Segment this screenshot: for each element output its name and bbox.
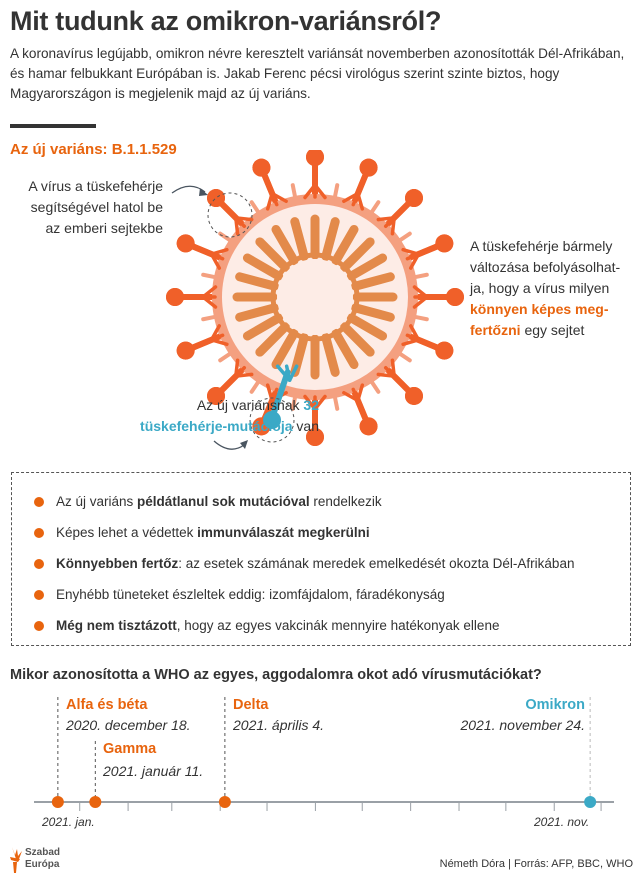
callout-line: A vírus a tüskefehérje [28,178,163,194]
axis-label-start: 2021. jan. [42,815,95,829]
variant-label: Az új variáns: B.1.1.529 [10,141,177,158]
event-date-gamma: 2021. január 11. [103,763,204,779]
membrane-protein [416,275,427,277]
spike-head [405,387,423,405]
callout-highlight: könnyen képes meg- [470,301,609,317]
szabad-europa-logo-icon [6,845,26,875]
membrane-protein [252,202,258,211]
spike-head [252,159,270,177]
mutation-count-callout [99,395,319,437]
spike-head [306,150,324,166]
arrow-head-icon [240,440,248,449]
event-date-delta: 2021. április 4. [233,717,325,733]
fact-item: Az új variáns példátlanul sok mutációval rendelkezik [34,486,630,517]
title-divider [10,124,96,128]
logo-text: Szabad Európa [25,847,61,870]
membrane-protein [203,317,214,319]
spike-fork [378,374,394,376]
spike-fork [392,218,394,234]
callout-line: segítségével hatol be [30,199,163,215]
spike-entry-callout [0,176,163,239]
mutation-count: 32 [303,397,319,413]
membrane-protein [401,234,410,240]
spike-head [166,288,184,306]
callout-line: változása befolyásolhat- [470,259,621,275]
spike-head [177,234,195,252]
callout-text: van [292,418,319,434]
credit-text: Németh Dóra | Forrás: AFP, BBC, WHO [439,858,633,870]
bullet-icon [34,621,44,631]
membrane-protein [335,185,337,196]
bullet-icon [34,528,44,538]
arrow-head-icon [199,188,208,196]
callout-highlight: tüskefehérje-mutációja [140,418,293,434]
membrane-protein [252,383,258,392]
spike-change-callout [470,236,640,341]
spike-head [360,159,378,177]
axis-label-end: 2021. nov. [534,815,590,829]
callout-text: egy sejtet [520,322,585,338]
membrane-protein [372,202,378,211]
callout-line: ja, hogy a vírus milyen [470,280,610,296]
callout-text: Az új variánsnak [196,397,304,413]
spike-head [177,342,195,360]
spike-fork [236,360,238,376]
callout-line: A tüskefehérje bármely [470,238,613,254]
spike-head [360,417,378,435]
callout-highlight: fertőzni [470,322,521,338]
membrane-protein [335,398,337,409]
fact-item: Még nem tisztázott, hogy az egyes vakcinák mennyire hatékonyak ellene [34,610,630,641]
event-dot [52,796,64,808]
spike-head [446,288,464,306]
event-dot [89,796,101,808]
event-dot [219,796,231,808]
intro-text: A koronavírus legújabb, omikron névre keresztelt variánsát novemberben azonosították Dél-Afrikában, és hamar felbukkant Európában is. Jakab Ferenc pécsi virológus szerint szinte biztos, hogy Magyarországon is megjelenik majd az új variáns. [10,46,625,101]
page-title: Mit tudunk az omikron-variánsról? [10,6,442,36]
fact-item: Képes lehet a védettek immunválaszát megkerülni [34,517,630,548]
membrane-protein [203,275,214,277]
spike-head [435,342,453,360]
fact-item: Könnyebben fertőz: az esetek számának meredek emelkedését okozta Dél-Afrikában [34,548,630,579]
callout-line: az emberi sejtekbe [45,220,163,236]
bullet-icon [34,590,44,600]
facts-box [11,472,631,646]
bullet-icon [34,559,44,569]
arrow-icon [214,441,244,449]
membrane-protein [416,317,427,319]
virus-core [277,259,353,335]
event-dot [584,796,596,808]
event-date-alfa: 2020. december 18. [66,717,191,733]
timeline-title: Mikor azonosította a WHO az egyes, aggodalomra okot adó vírusmutációkat? [10,667,542,683]
event-label-gamma: Gamma [103,741,157,757]
event-label-omikron: Omikron [525,697,585,713]
spike-head [207,189,225,207]
event-date-omikron: 2021. november 24. [460,717,585,733]
spike-fork [236,218,252,220]
spike-head [435,234,453,252]
membrane-protein [401,354,410,360]
membrane-protein [372,383,378,392]
event-label-delta: Delta [233,697,269,713]
spike-head [405,189,423,207]
membrane-protein [220,354,229,360]
bullet-icon [34,497,44,507]
membrane-protein [293,185,295,196]
event-label-alfa: Alfa és béta [66,697,148,713]
fact-item: Enyhébb tüneteket észleltek eddig: izomfájdalom, fáradékonyság [34,579,630,610]
